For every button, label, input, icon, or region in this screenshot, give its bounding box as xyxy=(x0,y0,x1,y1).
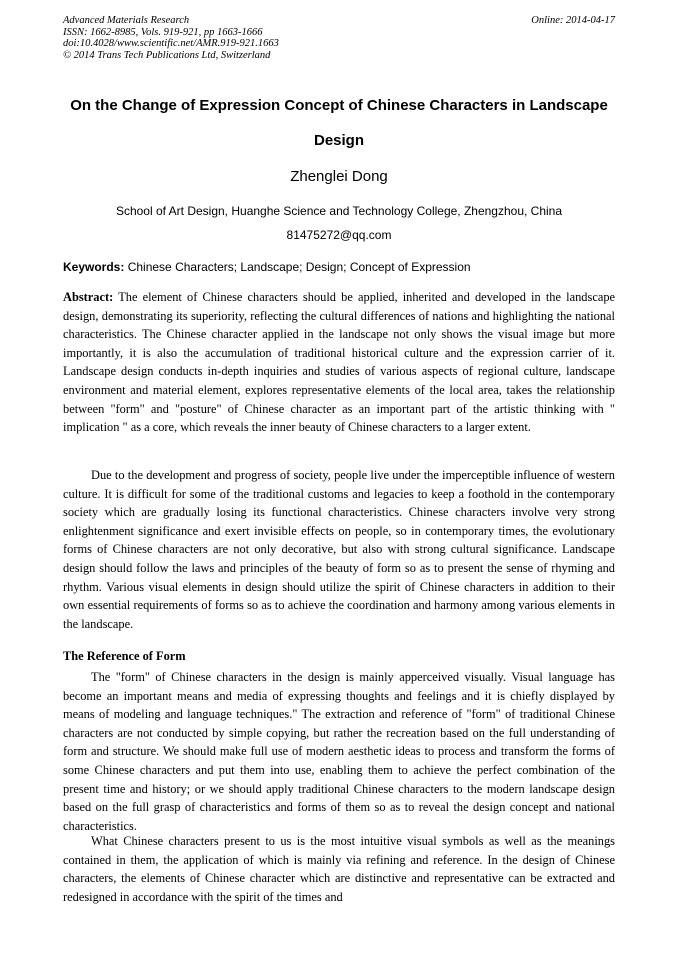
body-paragraph: Due to the development and progress of society, people live under the imperceptible influence of western culture. It is difficult for some of the traditional customs and legacies to keep a foothold in the contemporary society which are gradually losing its functional characteristics. Chinese characters involve very strong enlightenment significance and exert invisible effects on people, so in contemporary times, the evolutionary forms of Chinese characters are not only decorative, but also with strong cultural significance. Landscape design should follow the laws and principles of the beauty of form so as to present the sense of rhyming and rhythm. Various visual elements in design should utilize the spirit of Chinese characters in addition to their own essential requirements of forms so as to achieve the coordination and harmony among various elements in the landscape. xyxy=(63,468,615,631)
author-affiliation: School of Art Design, Huanghe Science and Technology College, Zhengzhou, China xyxy=(115,204,563,218)
keywords-label: Keywords: xyxy=(63,260,125,274)
online-date: Online: 2014-04-17 xyxy=(531,15,615,26)
body-paragraph: The "form" of Chinese characters in the design is mainly apperceived visually. Visual language has become an important means and media of expressing thoughts and feelings and it is chiefly displayed by means of modeling and language techniques." The extraction and reference of "form" of traditional Chinese characters are not conducted by simple copying, but rather the recreation based on the full understanding of form and structure. We should make full use of modern aesthetic ideas to process and transform the forms of some Chinese characters and put them into use, enabling them to achieve the perfect combination of the present time and history; or we should apply traditional Chinese characters to the modern landscape design based on the full grasp of characteristics and forms of them so as to reveal the design concept and national characteristics. xyxy=(63,670,615,833)
body-paragraph: What Chinese characters present to us is the most intuitive visual symbols as well as the meanings contained in them, the application of which is mainly via refining and reference. In the design of Chinese characters, the elements of Chinese character which are distinctive and representative can be extracted and redesigned in accordance with the spirit of the times and xyxy=(63,834,615,904)
journal-copyright: © 2014 Trans Tech Publications Ltd, Switzerland xyxy=(63,49,271,61)
journal-issn: ISSN: 1662-8985, Vols. 919-921, pp 1663-1666 xyxy=(63,26,263,38)
paper-title: On the Change of Expression Concept of Chinese Characters in Landscape Design xyxy=(70,97,608,149)
author-name: Zhenglei Dong xyxy=(290,168,388,185)
keywords xyxy=(63,260,615,274)
keywords-text: Chinese Characters; Landscape; Design; Concept of Expression xyxy=(127,260,471,274)
author-email: 81475272@qq.com xyxy=(286,228,392,242)
journal-info xyxy=(63,15,279,61)
abstract-label: Abstract: xyxy=(63,290,114,304)
journal-doi: doi:10.4028/www.scientific.net/AMR.919-921.1663 xyxy=(63,38,279,49)
abstract xyxy=(63,288,615,437)
journal-name: Advanced Materials Research xyxy=(63,15,190,26)
abstract-text: The element of Chinese characters should be applied, inherited and developed in the landscape design, demonstrating its superiority, reflecting the cultural differences of nations and highlighting the national characteristics. The Chinese character applied in the landscape not only shows the visual image but more importantly, it is also the accumulation of traditional historical culture and the expression carrier of it. Landscape design conducts in-depth inquiries and studies of various aspects of regional culture, landscape environment and material element, explores representative elements of the local area, takes the relationship between "form" and "posture" of Chinese character as an important part of the artistic thinking with " implication " as a core, which reveals the inner beauty of Chinese characters to a larger extent. xyxy=(63,290,616,435)
section-heading: The Reference of Form xyxy=(63,649,186,663)
